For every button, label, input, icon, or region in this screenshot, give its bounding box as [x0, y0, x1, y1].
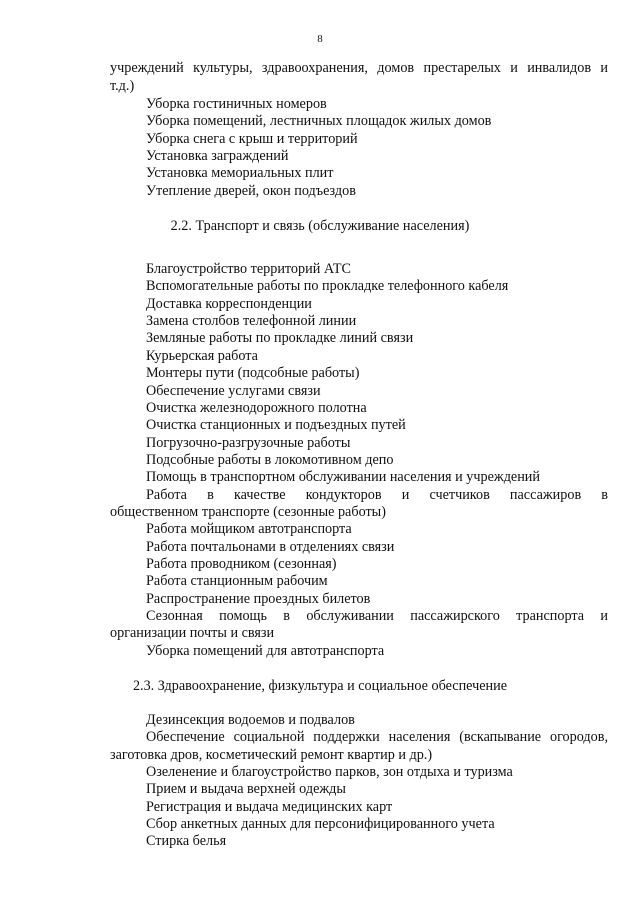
list-item: Вспомогательные работы по прокладке телефонного кабеля	[146, 278, 509, 294]
list-item: Прием и выдача верхней одежды	[146, 781, 346, 797]
list-item: Уборка снега с крыш и территорий	[146, 131, 358, 147]
list-item: Доставка корреспонденции	[146, 296, 312, 312]
list-item: Сезонная помощь в обслуживании пассажирского транспорта и	[146, 608, 608, 624]
list-item: Обеспечение услугами связи	[146, 383, 321, 399]
list-item: Утепление дверей, окон подъездов	[146, 183, 356, 199]
list-item: Погрузочно-разгрузочные работы	[146, 435, 351, 451]
list-item: Обеспечение социальной поддержки населения (вскапывание огородов,	[146, 729, 608, 745]
section-heading: 2.2. Транспорт и связь (обслуживание населения)	[170, 218, 470, 234]
section-heading: 2.3. Здравоохранение, физкультура и социальное обеспечение	[132, 678, 508, 694]
list-item: Уборка гостиничных номеров	[146, 96, 327, 112]
list-item-continuation: организации почты и связи	[110, 625, 275, 641]
list-item: Работа станционным рабочим	[146, 573, 328, 589]
list-item: Установка заграждений	[146, 148, 289, 164]
list-item: Очистка станционных и подъездных путей	[146, 417, 406, 433]
list-item: Распространение проездных билетов	[146, 591, 371, 607]
list-item: Работа в качестве кондукторов и счетчиков пассажиров в	[146, 487, 608, 503]
list-item: Курьерская работа	[146, 348, 258, 364]
list-item: Земляные работы по прокладке линий связи	[146, 330, 414, 346]
page-number: 8	[317, 33, 323, 45]
list-item: Регистрация и выдача медицинских карт	[146, 799, 393, 815]
list-item-continuation: заготовка дров, косметический ремонт квартир и др.)	[110, 747, 433, 763]
list-item: Сбор анкетных данных для персонифицированного учета	[146, 816, 495, 832]
list-item: Установка мемориальных плит	[146, 165, 334, 181]
list-item: Уборка помещений для автотранспорта	[146, 643, 385, 659]
list-item: Уборка помещений, лестничных площадок жилых домов	[146, 113, 492, 129]
list-item: Стирка белья	[146, 833, 227, 849]
list-item: Благоустройство территорий АТС	[146, 261, 351, 277]
list-item: Помощь в транспортном обслуживании населения и учреждений	[146, 469, 540, 485]
list-item: Работа почтальонами в отделениях связи	[146, 539, 395, 555]
intro-line: т.д.)	[110, 78, 135, 94]
list-item: Работа мойщиком автотранспорта	[146, 521, 352, 537]
list-item: Озеленение и благоустройство парков, зон отдыха и туризма	[146, 764, 513, 780]
intro-line: учреждений культуры, здравоохранения, домов престарелых и инвалидов и	[110, 60, 608, 76]
list-item: Работа проводником (сезонная)	[146, 556, 337, 572]
list-item: Монтеры пути (подсобные работы)	[146, 365, 360, 381]
list-item: Подсобные работы в локомотивном депо	[146, 452, 394, 468]
list-item: Дезинсекция водоемов и подвалов	[146, 712, 355, 728]
list-item: Очистка железнодорожного полотна	[146, 400, 367, 416]
list-item-continuation: общественном транспорте (сезонные работы)	[110, 504, 386, 520]
list-item: Замена столбов телефонной линии	[146, 313, 357, 329]
